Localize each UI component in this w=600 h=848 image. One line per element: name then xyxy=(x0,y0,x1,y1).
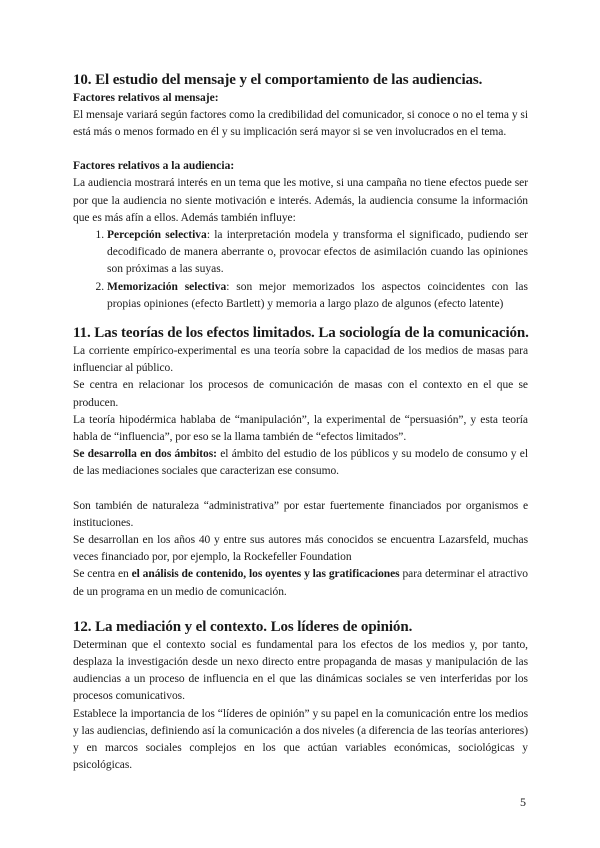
list-item-term: Percepción selectiva xyxy=(107,229,207,242)
paragraph: El mensaje variará según factores como la credibilidad del comunicador, si conoce o no el tema y si está más o menos formado en él y su implicación será mayor si se ven involucrados en el tema. xyxy=(73,109,528,139)
numbered-list xyxy=(73,227,528,313)
section-11-title: 11. Las teorías de los efectos limitados. La sociología de la comunicación. xyxy=(73,325,529,342)
page-number: 5 xyxy=(520,795,526,809)
list-item-term: Memorización selectiva xyxy=(107,280,227,293)
section-10-title: 10. El estudio del mensaje y el comportamiento de las audiencias. xyxy=(73,72,483,88)
paragraph-text: para determinar el atractivo de un programa en un medio de comunicación. xyxy=(73,568,528,598)
paragraph: Son también de naturaleza “administrativa” por estar fuertemente financiados por organismos e instituciones. xyxy=(73,499,528,529)
list-item-text: : la interpretación modela y transforma el significado, pudiendo ser decodificado de manera aberrante o, provocar efectos de asimilación cuando las opiniones son próximas a las suyas. xyxy=(107,229,528,276)
bold-phrase: Se desarrolla en dos ámbitos: xyxy=(73,448,217,461)
paragraph-text: Se centra en xyxy=(73,568,132,581)
subheading-message-factors: Factores relativos al mensaje: xyxy=(73,92,219,104)
list-item xyxy=(107,227,528,279)
paragraph: Se desarrollan en los años 40 y entre sus autores más conocidos se encuentra Lazarsfeld, muchas veces financiado por, por ejemplo, la Rockefeller Foundation xyxy=(73,534,528,564)
list-item-text: : son mejor memorizados los aspectos coincidentes con las propias opiniones (efecto Bartlett) y memoria a largo plazo de algunos (efecto latente) xyxy=(107,280,528,310)
paragraph: Se centra en relacionar los procesos de comunicación de masas con el contexto en el que se producen. xyxy=(73,379,528,409)
page-content xyxy=(73,70,528,775)
subheading-audience-factors: Factores relativos a la audiencia: xyxy=(73,160,235,173)
list-item xyxy=(107,279,528,313)
paragraph-text: el ámbito del estudio de los públicos y su modelo de consumo y el de las mediaciones sociales que caracterizan ese consumo. xyxy=(73,448,528,478)
bold-phrase: el análisis de contenido, los oyentes y las gratificaciones xyxy=(131,568,400,581)
section-12-title: 12. La mediación y el contexto. Los líderes de opinión. xyxy=(73,618,413,635)
paragraph xyxy=(73,566,528,600)
paragraph: La corriente empírico-experimental es una teoría sobre la capacidad de los medios de masas para influenciar al público. xyxy=(73,345,528,375)
paragraph: La teoría hipodérmica hablaba de “manipulación”, la experimental de “persuasión”, y esta teoría habla de “influencia”, por eso se la llama también de “efectos limitados”. xyxy=(73,413,528,444)
paragraph: Establece la importancia de los “líderes de opinión” y su papel en la comunicación entre los medios y las audiencias, definiendo así la comunicación a dos niveles (a diferencia de las teorías anteriores) y en marcos sociales complejos en los que actúan variables económicas, sociológicas y psicológicas. xyxy=(73,707,528,772)
paragraph: Determinan que el contexto social es fundamental para los efectos de los medios y, por tanto, desplaza la investigación desde un nexo directo entre propaganda de masas y manipulación de las audiencias a un proceso de influencia en el que las dinámicas sociales se ven interferidas por los procesos comunicativos. xyxy=(73,638,528,703)
paragraph: La audiencia mostrará interés en un tema que les motive, si una campaña no tiene efectos puede ser por que la audiencia no siente motivación e interés. Además, la audiencia consume la información que es más afín a ellos. Además también influye: xyxy=(73,177,528,224)
paragraph xyxy=(73,446,528,480)
